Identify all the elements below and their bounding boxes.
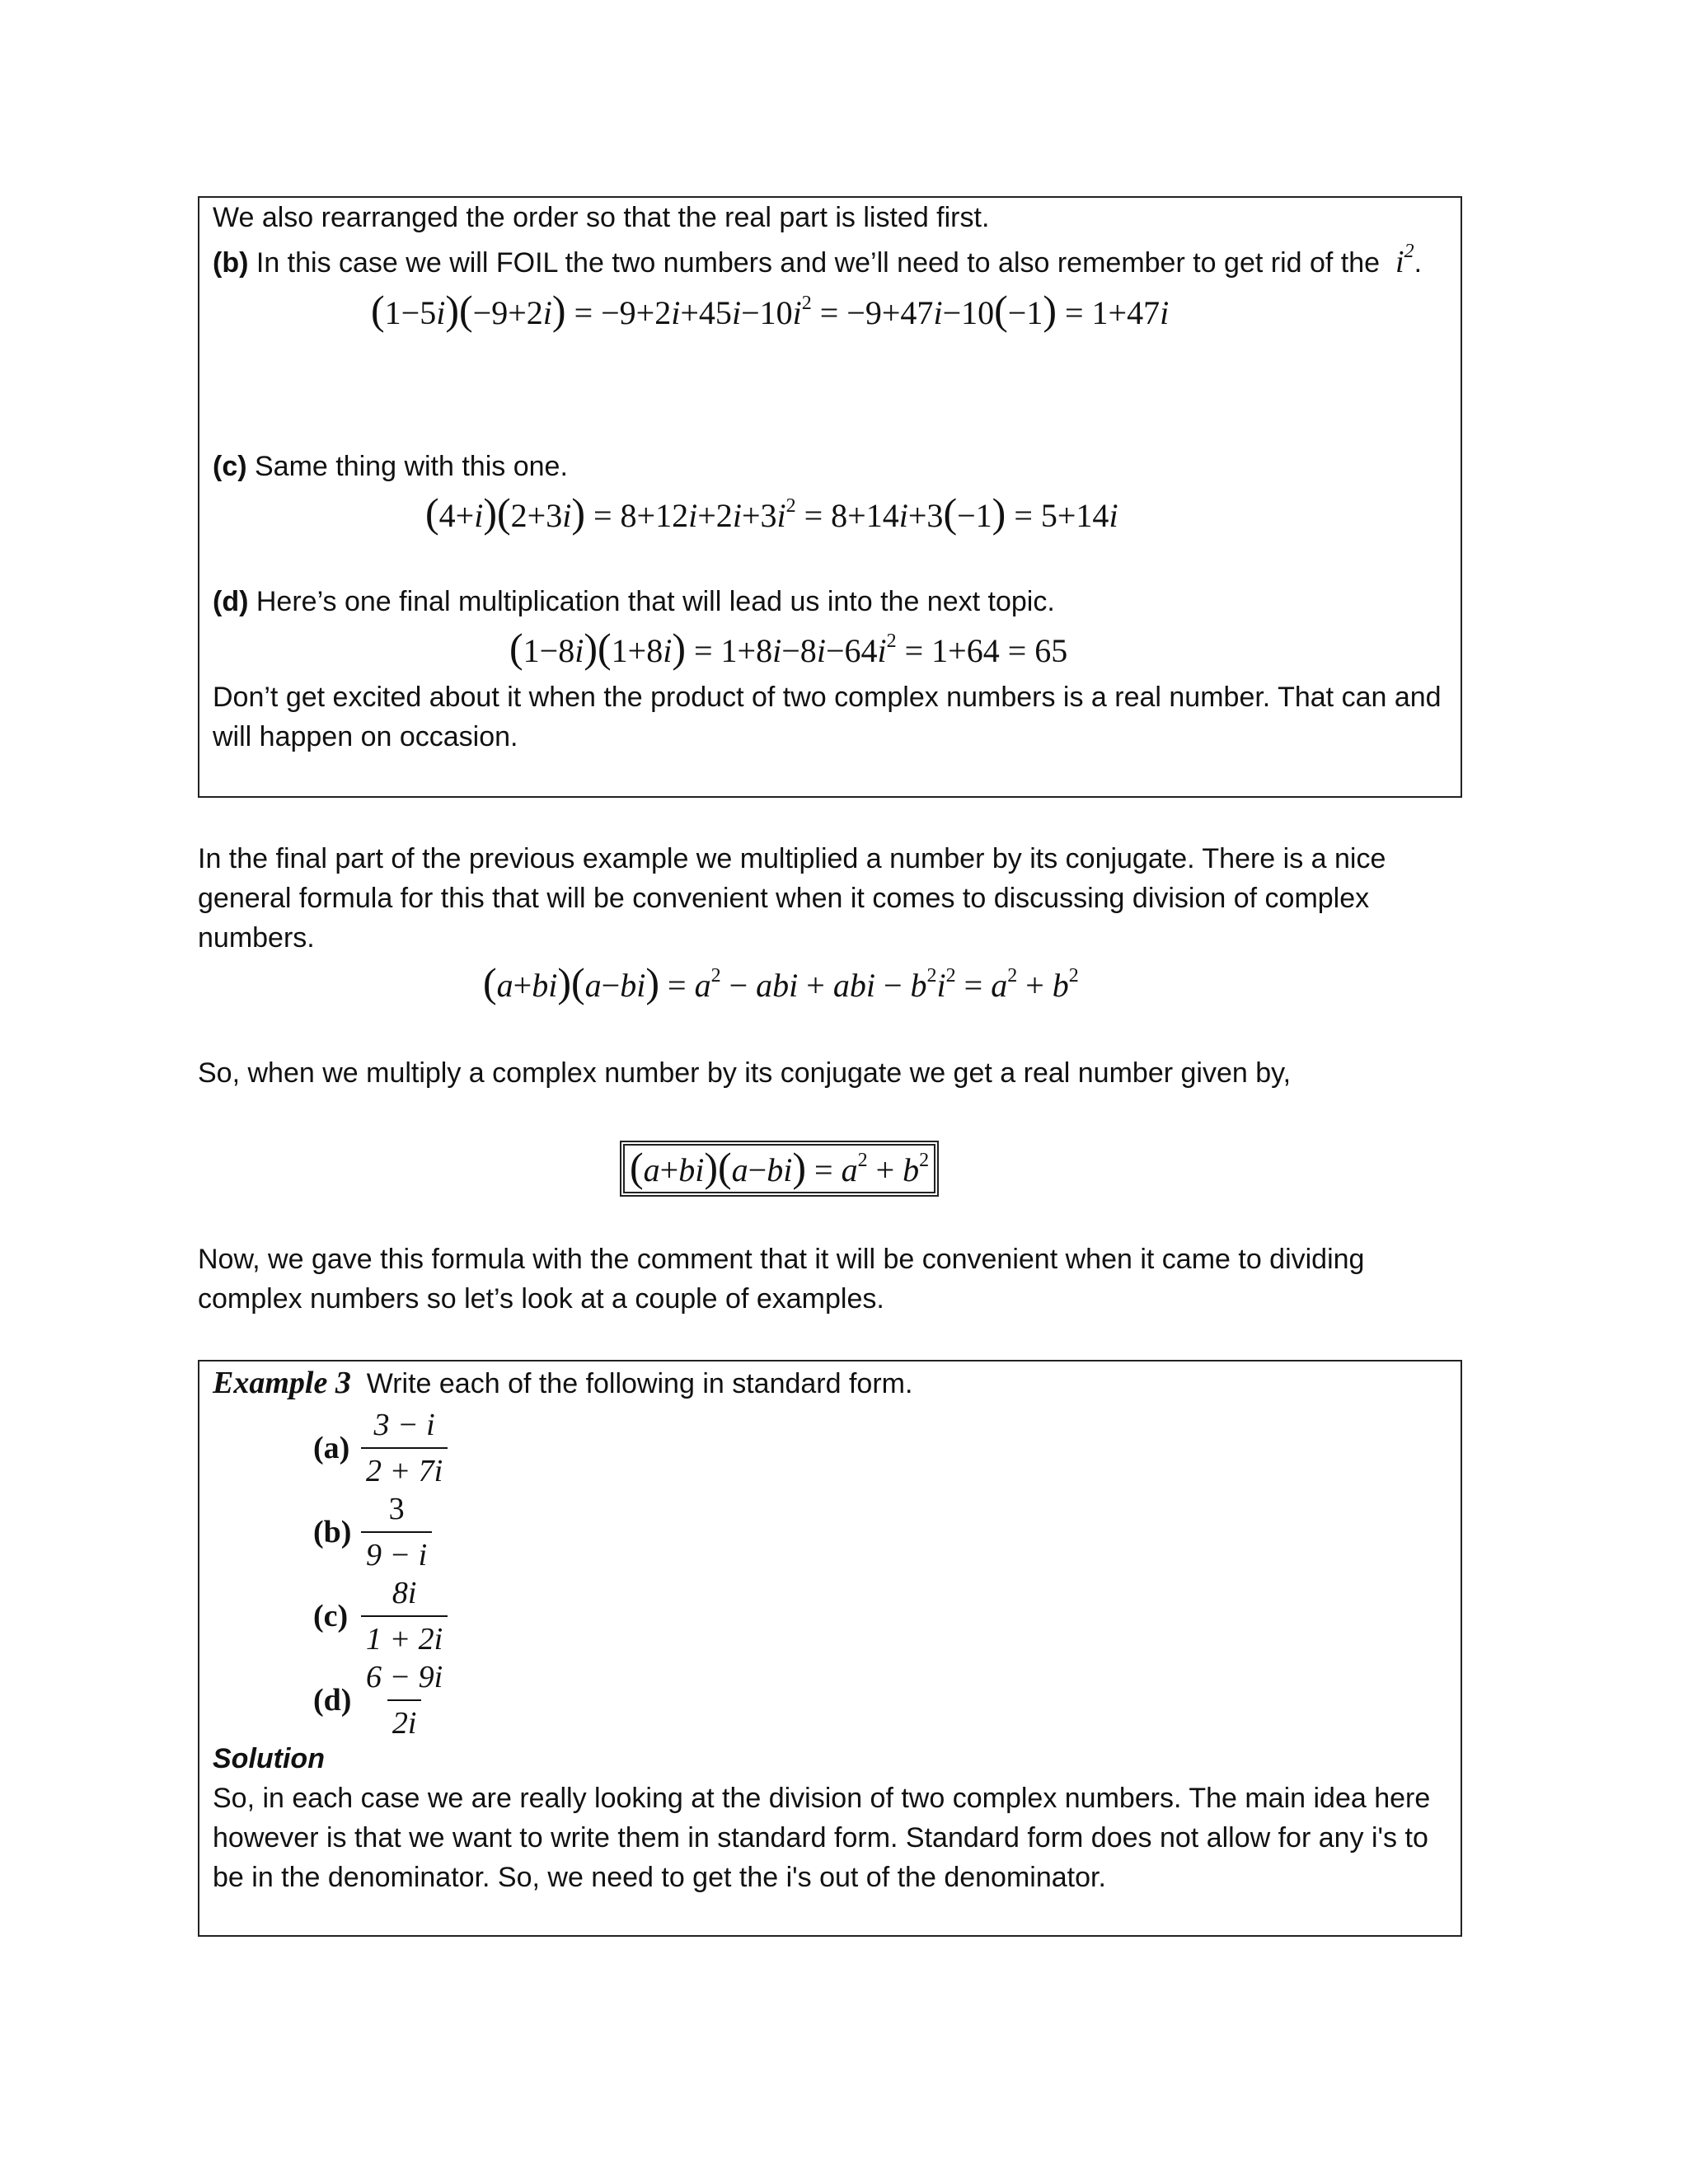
part-d-text: Here’s one final multiplication that will lead us into the next topic. (248, 586, 1055, 617)
fraction-b (361, 1490, 432, 1574)
part-b-label: (b) (213, 247, 249, 279)
fraction-b-numerator: 3 (388, 1492, 405, 1526)
solution-label: Solution (213, 1743, 325, 1774)
fraction-a (361, 1406, 448, 1490)
part-d-fraction-label: (d) (313, 1683, 352, 1718)
part-d-fraction (313, 1658, 448, 1742)
example-3-title: Example 3 (213, 1366, 351, 1400)
part-c-fraction-label: (c) (313, 1599, 349, 1633)
fraction-a-denominator: 2 + 7i (361, 1447, 448, 1490)
example-3-prompt: Write each of the following in standard form. (366, 1368, 913, 1399)
part-b-text: In this case we will FOIL the two numbers and we’ll need to also remember to get rid of the (248, 247, 1381, 279)
part-c-text: Same thing with this one. (246, 451, 568, 482)
part-d-label: (d) (213, 586, 249, 617)
example-3-heading (213, 1363, 912, 1404)
boxed-conjugate-formula: $(a+bi)(a-bi) = a^2 + b^2$ (623, 1144, 935, 1193)
part-c-label: (c) (213, 451, 247, 482)
conjugate-formula-derivation: $(a+bi)(a-bi) = a^2$ − abi + abi − $b^2i^2 = a^2 + b^2$ (483, 959, 1079, 1005)
part-d-intro (213, 582, 1055, 621)
fraction-b-denominator: 9 − i (361, 1531, 432, 1574)
fraction-d (361, 1658, 448, 1742)
part-b-fraction-label: (b) (313, 1515, 352, 1549)
fraction-d-denominator: 2i (387, 1699, 422, 1742)
part-a-label: (a) (313, 1431, 350, 1465)
fraction-c-denominator: 1 + 2i (361, 1615, 448, 1658)
division-intro-paragraph: Now, we gave this formula with the comment that it will be convenient when it came to dividing complex numbers so let’s look at a couple of examples. (198, 1244, 1365, 1315)
part-a-fraction (313, 1406, 448, 1490)
part-c-equation: $(4+i)(2+3i) = 8+12i+2i+3i^2 = 8+14i+3(-1) = 5+14i$ (425, 490, 1118, 536)
fraction-d-numerator: 6 − 9i (366, 1660, 443, 1694)
solution-text: So, in each case we are really looking at the division of two complex numbers. The main idea here however is that we want to write them in standard form. Standard form does not allow for any i's to be in the denominator. So, we need to get the i's out of the denominator. (213, 1783, 1431, 1893)
part-d-equation: $(1-8i)(1+8i) = 1+8i-8i-64i^2 = 1+64 = 65$ (509, 625, 1068, 671)
closing-remark: Don’t get excited about it when the product of two complex numbers is a real number. That can and will happen on occasion. (213, 682, 1442, 752)
part-c-intro (213, 447, 568, 486)
fraction-c-numerator: 8i (392, 1576, 417, 1610)
part-b-fraction (313, 1490, 432, 1574)
part-b-equation: $(1-5i)(-9+2i) = -9+2i+45i-10i^2 = -9+47i-10(-1) = 1+47i$ (371, 287, 1170, 333)
conjugate-result-paragraph: So, when we multiply a complex number by its conjugate we get a real number given by, (198, 1057, 1292, 1089)
fraction-a-numerator: 3 − i (373, 1408, 435, 1442)
fraction-c (361, 1574, 448, 1658)
conjugate-paragraph: In the final part of the previous example we multiplied a number by its conjugate. There is a nice general formula for this that will be convenient when it comes to discussing division of complex numbers. (198, 843, 1386, 954)
part-b-intro: (b) In this case we will FOIL the two numbers and we’ll need to also remember to get rid of the $i^2$. (213, 241, 1423, 279)
rearranged-note: We also rearranged the order so that the real part is listed first. (213, 202, 990, 233)
part-c-fraction (313, 1574, 448, 1658)
